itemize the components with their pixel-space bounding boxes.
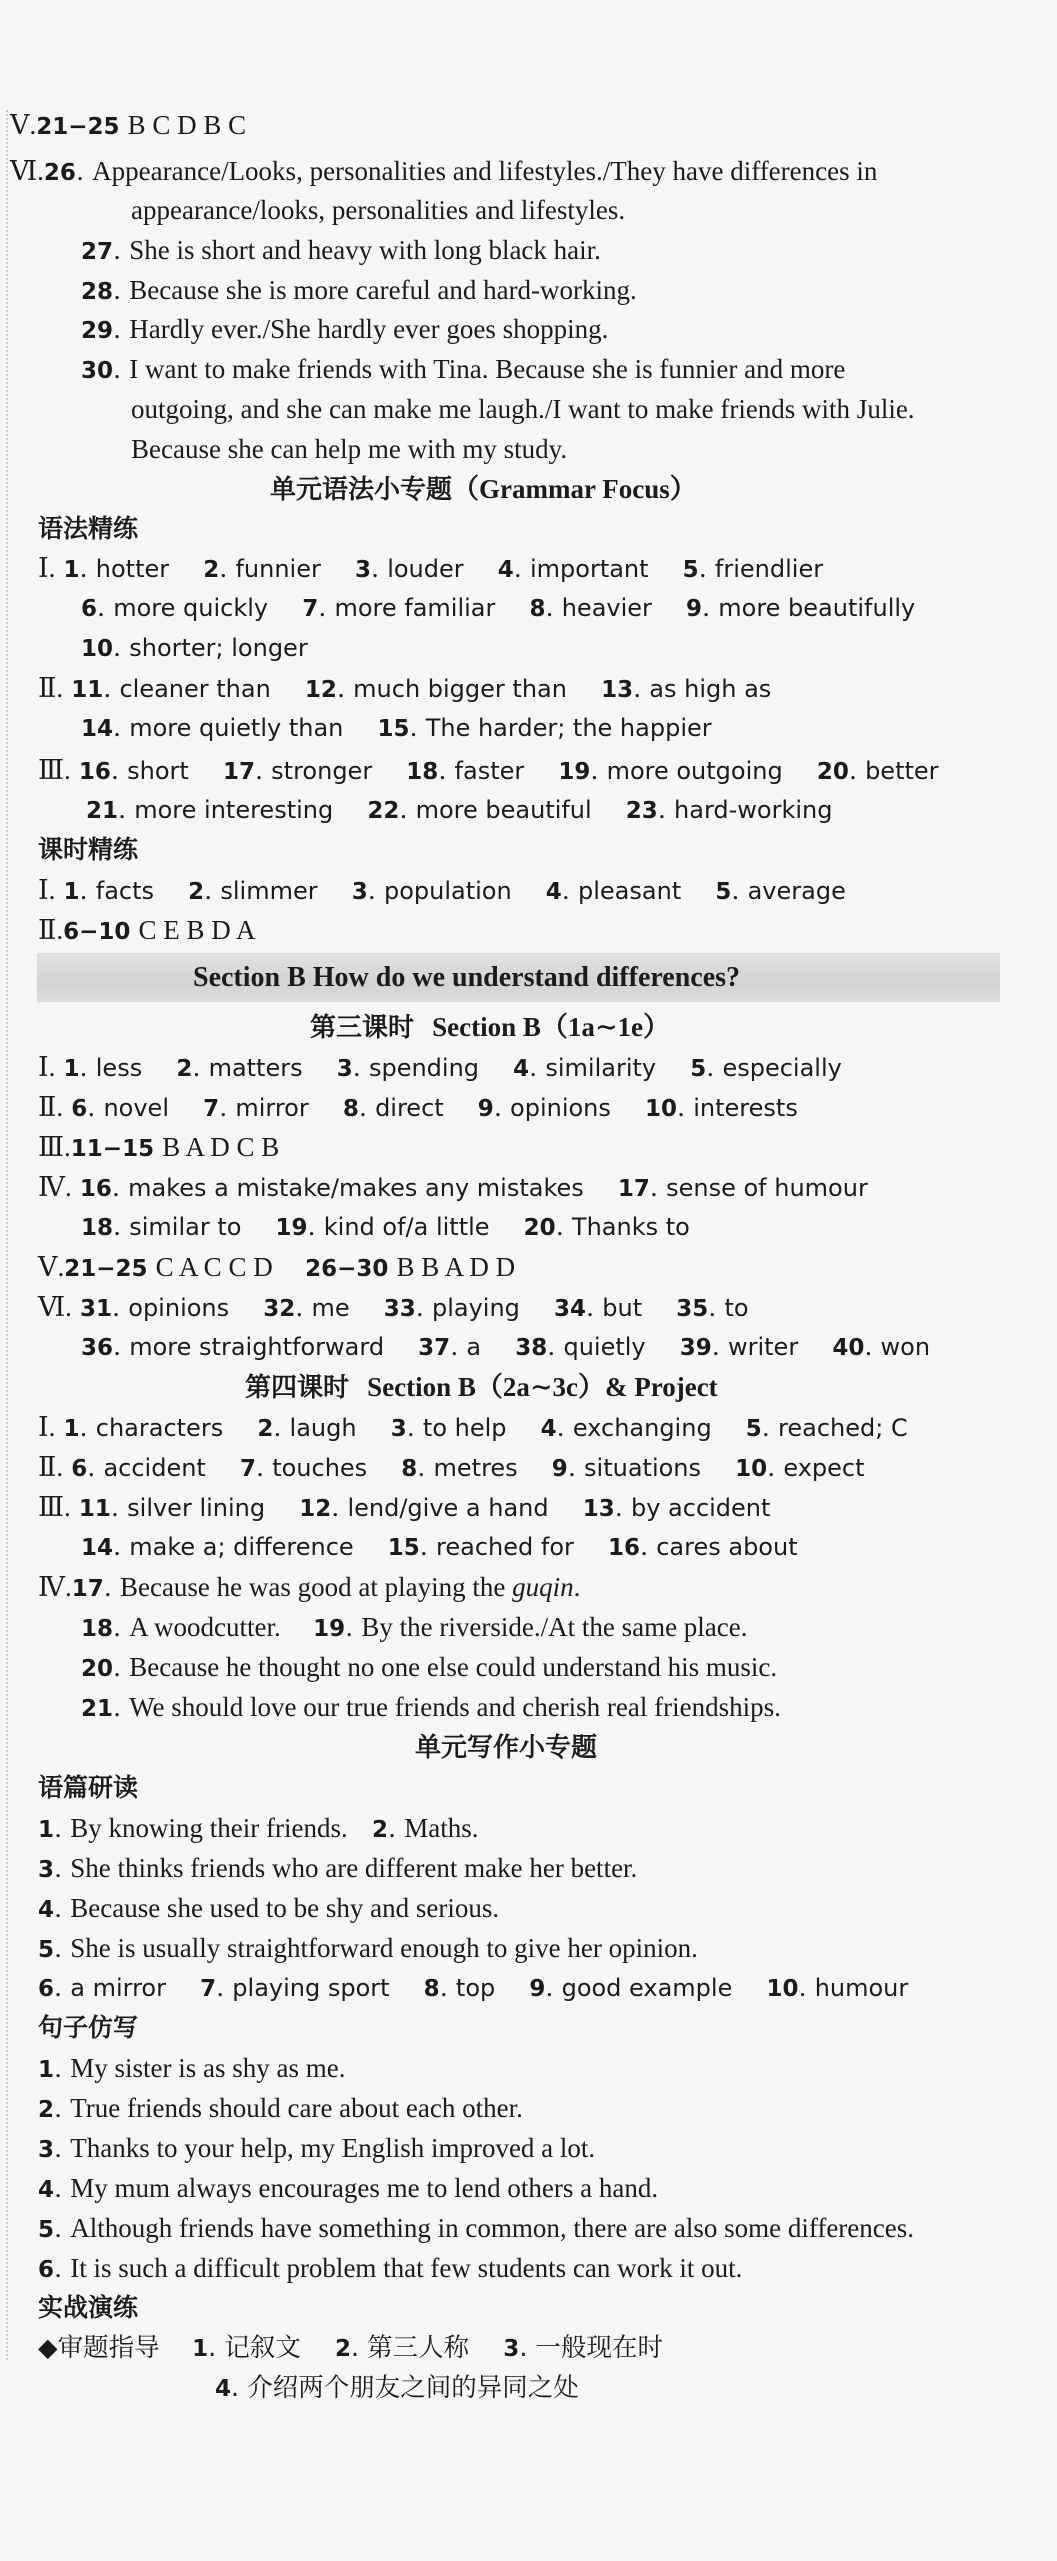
l4-iii-row2: 14. make a; difference 15. reached for 16. cares about — [81, 1532, 798, 1562]
imitate-2: 2. True friends should care about each other. — [38, 2093, 523, 2124]
guide-row2: 4. 介绍两个朋友之间的异同之处 — [215, 2373, 579, 2403]
imitate-1: 1. My sister is as shy as me. — [38, 2053, 346, 2084]
grammar-i-row3: 10. shorter; longer — [81, 633, 308, 663]
reading-6-10: 6. a mirror 7. playing sport 8. top 9. good example 10. humour — [38, 1973, 909, 2003]
diamond-bullet-icon: ◆ — [38, 2333, 58, 2363]
section-b-title: Section B How do we understand differences? — [193, 962, 741, 993]
l3-v-row: Ⅴ.21−25 C A C C D 26−30 B B A D D — [38, 1252, 516, 1282]
l4-ii-row: Ⅱ. 6. accident 7. touches 8. metres 9. situations 10. expect — [38, 1452, 865, 1483]
imitate-label: 句子仿写 — [38, 2013, 139, 2042]
grammar-i-row2: 6. more quickly 7. more familiar 8. heavier 9. more beautifully — [81, 593, 916, 623]
l3-i-row: Ⅰ. 1. less 2. matters 3. spending 4. similarity 5. especially — [38, 1052, 842, 1083]
imitate-3: 3. Thanks to your help, my English improved a lot. — [38, 2133, 596, 2164]
lesson-ii-row: Ⅱ.6−10 C E B D A — [38, 915, 256, 945]
l3-iv-row2: 18. similar to 19. kind of/a little 20. Thanks to — [81, 1212, 690, 1242]
l3-vi-row1: Ⅵ. 31. opinions 32. me 33. playing 34. but 35. to — [38, 1292, 749, 1323]
l4-iv-20: 20. Because he thought no one else could understand his music. — [81, 1652, 778, 1683]
l4-iii-row1: Ⅲ. 11. silver lining 12. lend/give a hand 13. by accident — [38, 1492, 771, 1523]
l3-ii-row: Ⅱ. 6. novel 7. mirror 8. direct 9. opinions 10. interests — [38, 1092, 798, 1123]
l3-vi-row2: 36. more straightforward 37. a 38. quietly 39. writer 40. won — [81, 1332, 931, 1362]
lesson-i-row: Ⅰ. 1. facts 2. slimmer 3. population 4. pleasant 5. average — [38, 875, 846, 906]
reading-label: 语篇研读 — [38, 1773, 139, 1802]
answer-26-cont: appearance/looks, personalities and lifestyles. — [131, 195, 626, 225]
guide-row1: ◆审题指导 1. 记叙文 2. 第三人称 3. 一般现在时 — [38, 2333, 664, 2363]
lesson4-title: 第四课时 Section B（2a∼3c）& Project — [245, 1372, 718, 1403]
reading-4: 4. Because she used to be shy and serious. — [38, 1893, 500, 1924]
answer-30: 30. I want to make friends with Tina. Because she is funnier and more — [81, 354, 846, 385]
lesson3-title: 第三课时 Section B（1a∼1e） — [310, 1012, 670, 1043]
answer-30-cont-1: outgoing, and she can make me laugh./I want to make friends with Julie. — [131, 394, 915, 424]
reading-3: 3. She thinks friends who are different make her better. — [38, 1853, 638, 1884]
answer-28: 28. Because she is more careful and hard-working. — [81, 275, 637, 306]
imitate-5: 5. Although friends have something in common, there are also some differences. — [38, 2213, 914, 2244]
binding-edge — [6, 110, 8, 2360]
answer-row-v: Ⅴ.21−25 B C D B C — [10, 110, 247, 140]
imitate-4: 4. My mum always encourages me to lend others a hand. — [38, 2173, 659, 2204]
grammar-focus-title: 单元语法小专题（Grammar Focus） — [270, 474, 697, 505]
answer-30-cont-2: Because she can help me with my study. — [131, 434, 568, 464]
lesson-practice-label: 课时精练 — [38, 835, 139, 864]
reading-5: 5. She is usually straightforward enough to give her opinion. — [38, 1933, 698, 1964]
writing-title: 单元写作小专题 — [415, 1733, 598, 1763]
drill-label: 实战演练 — [38, 2293, 139, 2322]
grammar-ii-row1: Ⅱ. 11. cleaner than 12. much bigger than 13. as high as — [38, 673, 772, 704]
grammar-iii-row2: 21. more interesting 22. more beautiful 23. hard-working — [86, 795, 833, 825]
l4-i-row: Ⅰ. 1. characters 2. laugh 3. to help 4. exchanging 5. reached; C — [38, 1412, 908, 1443]
grammar-iii-row1: Ⅲ. 16. short 17. stronger 18. faster 19. more outgoing 20. better — [38, 755, 939, 786]
l3-iv-row1: Ⅳ. 16. makes a mistake/makes any mistakes 17. sense of humour — [38, 1172, 868, 1203]
l3-iii-row: Ⅲ.11−15 B A D C B — [38, 1132, 280, 1162]
l4-iv-18-19: 18. A woodcutter. 19. By the riverside./At the same place. — [81, 1612, 748, 1643]
reading-1-2: 1. By knowing their friends. 2. Maths. — [38, 1813, 479, 1844]
l4-iv-17: Ⅳ.17. Because he was good at playing the guqin. — [38, 1572, 581, 1603]
answer-row-vi-26: Ⅵ.26. Appearance/Looks, personalities and lifestyles./They have differences in — [10, 156, 878, 187]
imitate-6: 6. It is such a difficult problem that few students can work it out. — [38, 2253, 743, 2284]
answer-27: 27. She is short and heavy with long black hair. — [81, 235, 601, 266]
grammar-ii-row2: 14. more quietly than 15. The harder; the happier — [81, 713, 712, 743]
l4-iv-21: 21. We should love our true friends and cherish real friendships. — [81, 1692, 781, 1723]
grammar-practice-label: 语法精练 — [38, 514, 139, 543]
answer-29: 29. Hardly ever./She hardly ever goes shopping. — [81, 314, 609, 345]
grammar-i-row1: Ⅰ. 1. hotter 2. funnier 3. louder 4. important 5. friendlier — [38, 553, 824, 584]
